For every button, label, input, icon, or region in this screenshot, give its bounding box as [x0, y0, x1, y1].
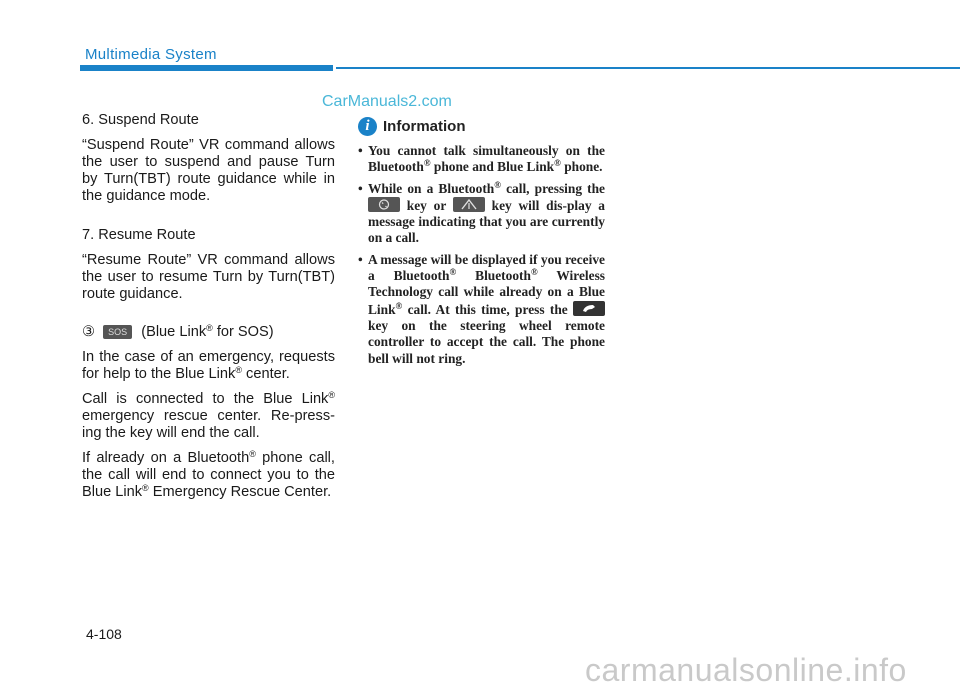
registered-mark: ® — [423, 158, 431, 169]
text: If already on a Bluetooth — [82, 450, 250, 466]
suspend-route-body: “Suspend Route” VR command allows the user to suspend and pause Turn by Turn(TBT) route guidance while in the guidance mode. — [82, 137, 335, 204]
information-box — [358, 115, 605, 372]
text: center. — [241, 366, 290, 382]
watermark-link[interactable]: CarManuals2.com — [322, 93, 452, 110]
sos-button-icon: SOS — [103, 325, 132, 339]
information-list — [358, 143, 605, 367]
text: Wireless Technology call while already on a Blue Link — [368, 268, 605, 317]
navigation-key-icon — [453, 197, 485, 212]
suspend-route-heading: 6. Suspend Route — [82, 112, 199, 128]
registered-mark: ® — [449, 267, 457, 278]
text: emergency rescue center. Re-press-ing the key will end the call. — [82, 408, 335, 441]
sos-item-number: ③ — [82, 324, 96, 340]
text: key on the steering wheel remote controller to accept the call. The phone bell will not ring. — [368, 317, 605, 366]
registered-mark: ® — [395, 300, 403, 311]
list-item — [358, 252, 605, 367]
text: While on a Bluetooth — [368, 180, 495, 196]
bullet: • — [358, 143, 363, 158]
registered-mark: ® — [328, 390, 335, 400]
sos-paragraph-1 — [82, 349, 335, 383]
text: phone and Blue Link — [430, 159, 555, 175]
sos-paragraph-2 — [82, 391, 335, 442]
text: Emergency Rescue Center. — [148, 484, 332, 500]
bullet: • — [358, 251, 363, 267]
registered-mark: ® — [142, 483, 149, 493]
sos-text-b: for SOS) — [212, 324, 274, 340]
header-accent-bar — [80, 65, 333, 71]
text: key or — [400, 197, 453, 213]
text: You cannot talk simultaneously on the Bluetooth — [368, 143, 605, 175]
section-title: Multimedia System — [85, 46, 217, 63]
list-item — [358, 181, 605, 247]
resume-route-body: “Resume Route” VR command allows the user to resume Turn by Turn(TBT) route guidance. — [82, 252, 335, 302]
registered-mark: ® — [235, 365, 242, 375]
information-header — [358, 115, 605, 137]
header-rule — [336, 67, 960, 69]
bullet: • — [358, 180, 363, 196]
phone-key-icon — [573, 301, 605, 316]
registered-mark: ® — [530, 267, 538, 278]
footer-watermark[interactable]: carmanualsonline.info — [585, 652, 907, 688]
text: phone. — [560, 159, 603, 175]
sos-item-heading — [82, 324, 335, 341]
text: call, pressing the — [500, 180, 605, 196]
registered-mark: ® — [206, 323, 213, 333]
text: key will dis-play a message indicating that you are currently on a call. — [368, 197, 605, 246]
sos-paragraph-3 — [82, 450, 335, 501]
text: Call is connected to the Blue Link — [82, 391, 329, 407]
text: phone call, the call will end to connect you to the Blue Link — [82, 450, 335, 500]
registered-mark: ® — [554, 158, 561, 169]
info-icon: i — [358, 117, 377, 136]
text: A message will be displayed if you receive a Bluetooth — [368, 251, 605, 284]
text: Bluetooth — [456, 268, 531, 284]
resume-route-heading: 7. Resume Route — [82, 227, 196, 243]
page-number: 4-108 — [86, 626, 122, 642]
text: In the case of an emergency, requests for help to the Blue Link — [82, 349, 335, 382]
left-column — [82, 112, 335, 501]
list-item — [358, 143, 605, 176]
registered-mark: ® — [494, 179, 501, 190]
voice-call-key-icon — [368, 197, 400, 212]
sos-text-a: (Blue Link — [141, 324, 207, 340]
information-title: Information — [383, 117, 466, 135]
registered-mark: ® — [249, 449, 256, 459]
text: call. At this time, press the — [402, 301, 573, 317]
